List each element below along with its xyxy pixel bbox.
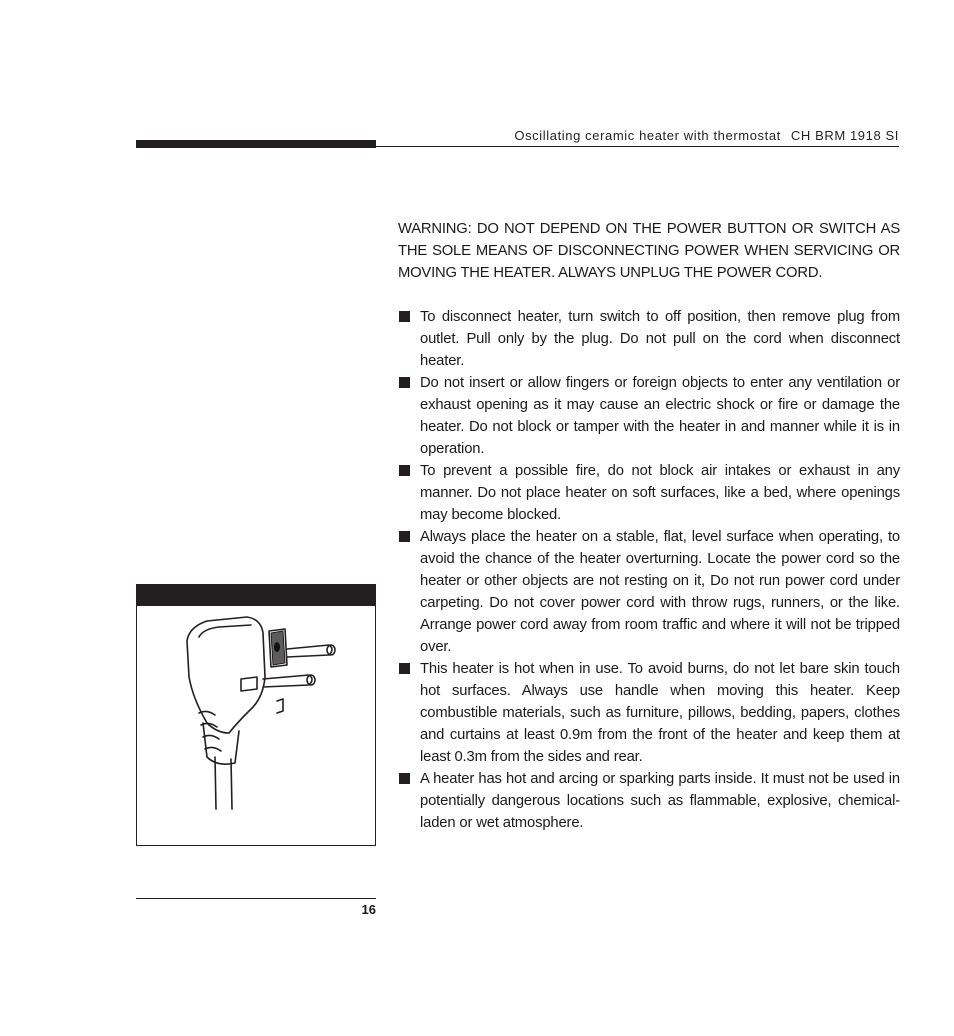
header-model: CH BRM 1918 SI xyxy=(790,128,899,143)
list-item xyxy=(398,526,900,658)
bullet-square-icon xyxy=(399,531,410,542)
list-item-text: To prevent a possible fire, do not block air intakes or exhaust in any manner. Do not place heater on soft surfaces, like a bed, where openings may become blocked. xyxy=(420,463,900,523)
running-header xyxy=(514,128,899,143)
bullet-square-icon xyxy=(399,377,410,388)
list-item xyxy=(398,460,900,526)
list-item-text: This heater is hot when in use. To avoid burns, do not let bare skin touch hot surfaces. Always use handle when moving this heater. Keep combustible materials, such as furniture, pillows, bedding, papers, clothes and curtains at least 0.9m from the front of the heater and keep them at least 0.3m from the sides and rear. xyxy=(420,661,900,765)
bullet-square-icon xyxy=(399,773,410,784)
footer-rule xyxy=(136,898,376,899)
page-number: 16 xyxy=(361,902,376,917)
list-item xyxy=(398,768,900,834)
list-item-text: Do not insert or allow fingers or foreign objects to enter any ventilation or exhaust opening as it may cause an electric shock or fire or damage the heater. Do not block or tamper with the heater in and manner while it is in operation. xyxy=(420,375,900,457)
list-item-text: To disconnect heater, turn switch to off position, then remove plug from outlet. Pull only by the plug. Do not pull on the cord when disconnect heater. xyxy=(420,309,900,369)
safety-list xyxy=(398,306,900,834)
list-item-text: A heater has hot and arcing or sparking parts inside. It must not be used in potentially dangerous locations such as flammable, explosive, chemical-laden or wet atmosphere. xyxy=(420,771,900,831)
list-item xyxy=(398,372,900,460)
bullet-square-icon xyxy=(399,465,410,476)
power-plug-icon xyxy=(137,607,375,845)
header-rule xyxy=(376,146,899,147)
plug-figure xyxy=(136,584,376,846)
bullet-square-icon xyxy=(399,663,410,674)
list-item xyxy=(398,306,900,372)
warning-text: WARNING: DO NOT DEPEND ON THE POWER BUTTON OR SWITCH AS THE SOLE MEANS OF DISCONNECTING POWER WHEN SERVICING OR MOVING THE HEATER. ALWAYS UNPLUG THE POWER CORD. xyxy=(398,221,900,281)
list-item-text: Always place the heater on a stable, flat, level surface when operating, to avoid the chance of the heater overturning. Locate the power cord so the heater or other objects are not resting on it, Do not run power cord under carpeting. Do not cover power cord with throw rugs, runners, or the like. Arrange power cord away from room traffic and where it will not be tripped over. xyxy=(420,529,900,655)
list-item xyxy=(398,658,900,768)
figure-header-bar xyxy=(137,585,375,606)
bullet-square-icon xyxy=(399,311,410,322)
header-bar xyxy=(136,140,376,148)
header-title: Oscillating ceramic heater with thermostat xyxy=(514,128,781,143)
